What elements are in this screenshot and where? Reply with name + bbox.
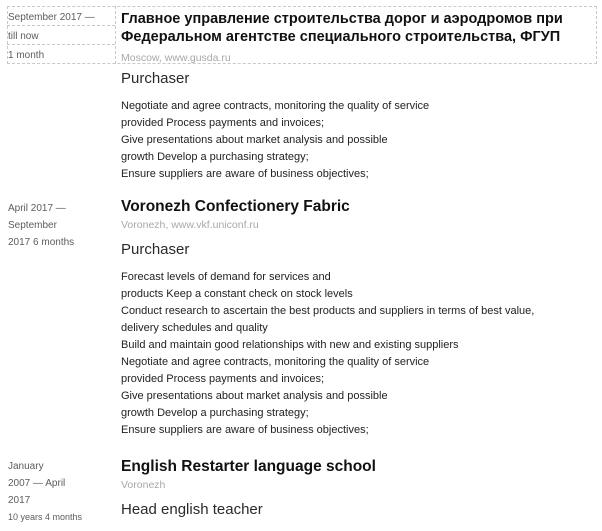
company-name: Voronezh Confectionery Fabric bbox=[121, 198, 350, 215]
duties-list bbox=[121, 98, 599, 183]
duty-item: growth Develop a purchasing strategy; bbox=[121, 151, 309, 163]
period-line: 2017 bbox=[8, 495, 31, 506]
job-position: Purchaser bbox=[121, 241, 190, 258]
job-period bbox=[8, 8, 108, 65]
company-name: English Restarter language school bbox=[121, 458, 376, 475]
company-location: Voronezh bbox=[121, 479, 166, 491]
company-name-line: Федеральном агентстве специального строительства, ФГУП bbox=[121, 29, 561, 45]
duty-item: Ensure suppliers are aware of business objectives; bbox=[121, 168, 369, 180]
period-line: September bbox=[8, 220, 57, 231]
duty-item: growth Develop a purchasing strategy; bbox=[121, 407, 309, 419]
duty-item: Negotiate and agree contracts, monitoring the quality of service bbox=[121, 356, 430, 368]
job-period bbox=[8, 200, 108, 251]
job-position: Purchaser bbox=[121, 70, 190, 87]
company-name-line: Главное управление строительства дорог и аэродромов при bbox=[121, 11, 563, 27]
duty-item: Ensure suppliers are aware of business objectives; bbox=[121, 424, 369, 436]
duty-item: Build and maintain good relationships with new and existing suppliers bbox=[121, 339, 459, 351]
duty-item: Give presentations about market analysis and possible bbox=[121, 134, 388, 146]
duty-item: Negotiate and agree contracts, monitoring the quality of service bbox=[121, 100, 430, 112]
duty-item: Give presentations about market analysis and possible bbox=[121, 390, 388, 402]
period-line: 2017 6 months bbox=[8, 237, 75, 248]
period-line: January bbox=[8, 461, 44, 472]
company-name bbox=[121, 10, 599, 46]
duty-item: delivery schedules and quality bbox=[121, 322, 268, 334]
company-location: Voronezh, www.vkf.uniconf.ru bbox=[121, 219, 259, 231]
job-position: Head english teacher bbox=[121, 501, 263, 518]
duty-item: provided Process payments and invoices; bbox=[121, 117, 324, 129]
period-line: 10 years 4 months bbox=[8, 512, 83, 522]
duty-item: Forecast levels of demand for services and bbox=[121, 271, 331, 283]
duty-item: products Keep a constant check on stock levels bbox=[121, 288, 353, 300]
company-location: Moscow, www.gusda.ru bbox=[121, 52, 231, 64]
duty-item: provided Process payments and invoices; bbox=[121, 373, 324, 385]
duty-item: Conduct research to ascertain the best products and suppliers in terms of best value, bbox=[121, 305, 535, 317]
period-line: till now bbox=[8, 31, 39, 42]
duties-list bbox=[121, 269, 599, 439]
period-line: 1 month bbox=[8, 50, 45, 61]
selection-divider bbox=[115, 6, 116, 64]
period-line: September 2017 — bbox=[8, 12, 95, 23]
period-line: 2007 — April bbox=[8, 478, 66, 489]
period-line: April 2017 — bbox=[8, 203, 66, 214]
job-period bbox=[8, 458, 108, 526]
